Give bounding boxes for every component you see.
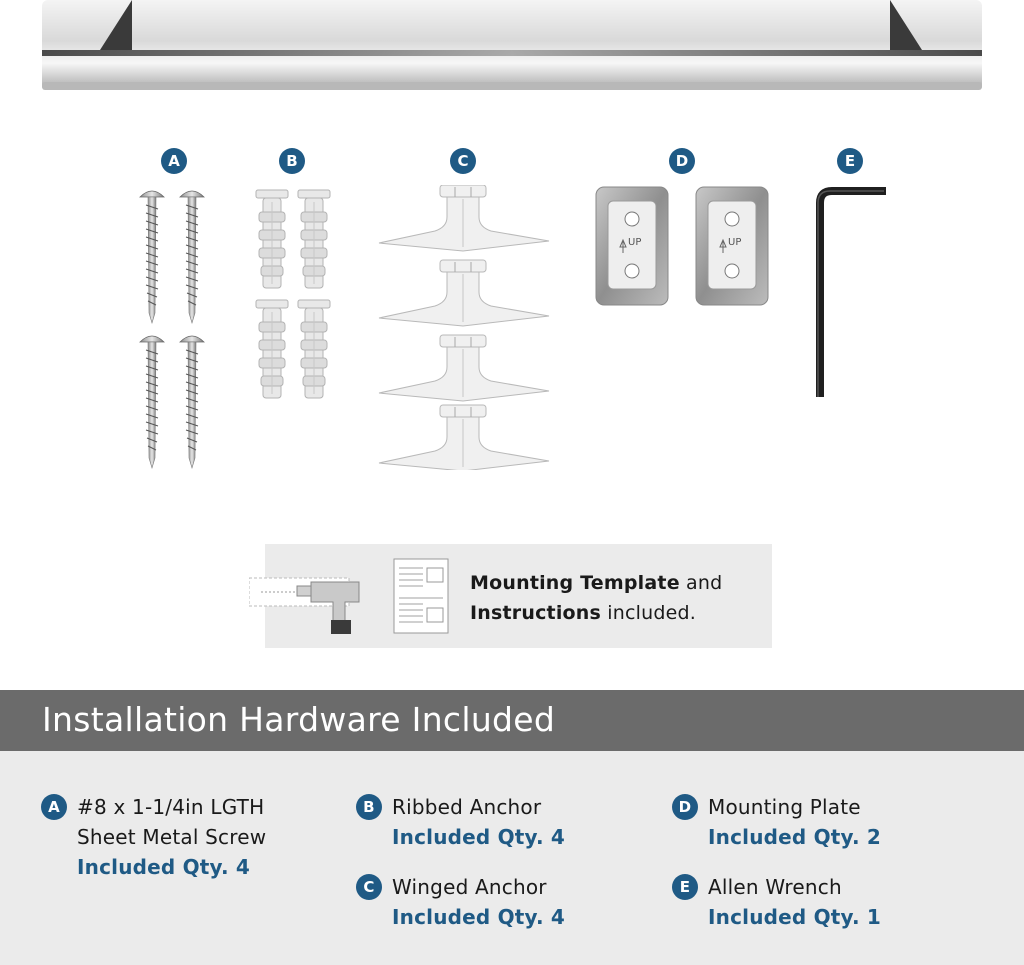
item-name: Allen Wrench (708, 875, 842, 899)
plate-label-1: UP (628, 237, 642, 248)
winged-anchors-image (375, 185, 555, 470)
hardware-banner (0, 690, 1024, 751)
part-badge-d: D (669, 148, 695, 174)
item-qty: Included Qty. 2 (708, 825, 882, 849)
item-qty: Included Qty. 4 (392, 825, 566, 849)
part-badge-b: B (279, 148, 305, 174)
item-name-line1: #8 x 1-1/4in LGTH (77, 795, 265, 819)
allen-wrench-image (810, 185, 890, 400)
plate-label-2: UP (728, 237, 742, 248)
part-badge-a: A (161, 148, 187, 174)
instructions-doc-icon (393, 558, 449, 634)
item-badge-e: E (672, 874, 698, 900)
mounting-plates-image (594, 185, 774, 307)
list-item-c (363, 872, 566, 932)
template-text: Mounting Template and Instructions included. (470, 572, 723, 624)
item-name: Mounting Plate (708, 795, 861, 819)
item-name: Winged Anchor (392, 875, 547, 899)
item-qty: Included Qty. 4 (77, 855, 251, 879)
list-item-e (679, 872, 882, 932)
item-badge-b: B (356, 794, 382, 820)
item-name: Ribbed Anchor (392, 795, 542, 819)
drill-icon (249, 572, 375, 638)
item-qty: Included Qty. 4 (392, 905, 566, 929)
screws-image (130, 185, 220, 470)
list-item-a (48, 792, 267, 882)
item-name-line2: Sheet Metal Screw (77, 825, 267, 849)
item-qty: Included Qty. 1 (708, 905, 882, 929)
item-badge-d: D (672, 794, 698, 820)
part-badge-c: C (450, 148, 476, 174)
banner-title: Installation Hardware Included (42, 700, 556, 739)
item-badge-a: A (41, 794, 67, 820)
list-item-d (678, 792, 882, 852)
hardware-list (0, 751, 1024, 965)
ribbed-anchors-image (250, 188, 335, 403)
part-badge-e: E (837, 148, 863, 174)
template-panel (265, 544, 772, 648)
item-badge-c: C (356, 874, 382, 900)
towel-bar-image (0, 0, 1024, 100)
list-item-b (363, 792, 566, 852)
